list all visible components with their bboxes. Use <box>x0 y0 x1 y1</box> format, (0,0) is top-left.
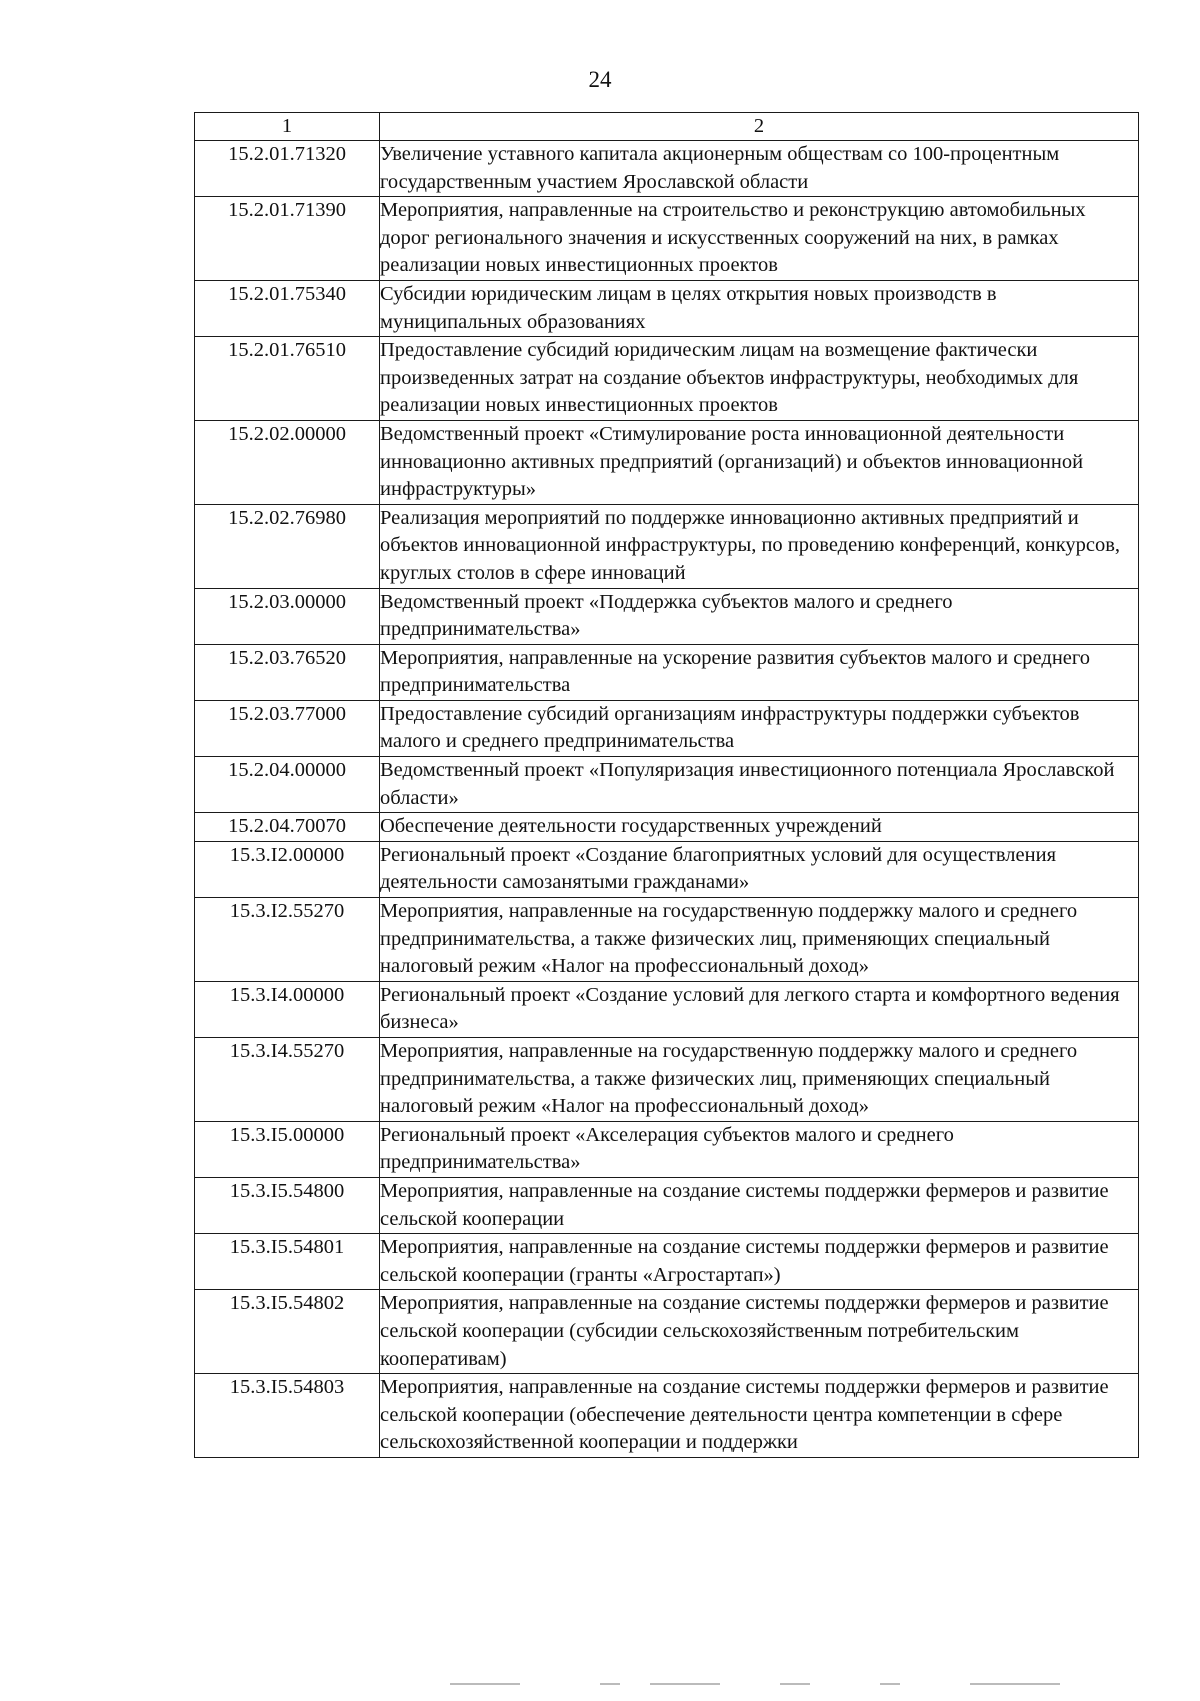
row-code: 15.2.01.76510 <box>195 337 380 421</box>
row-name: Мероприятия, направленные на создание системы поддержки фермеров и развитие сельской кооперации (гранты «Агростартап») <box>380 1234 1139 1290</box>
table-row <box>195 1234 1139 1290</box>
row-code: 15.3.I2.55270 <box>195 898 380 982</box>
column-header-name: 2 <box>380 113 1139 141</box>
row-code: 15.2.01.71320 <box>195 141 380 197</box>
table-row <box>195 757 1139 813</box>
table-row <box>195 337 1139 421</box>
table-row <box>195 700 1139 756</box>
row-code: 15.3.I4.00000 <box>195 981 380 1037</box>
row-name: Региональный проект «Создание условий для легкого старта и комфортного ведения бизнеса» <box>380 981 1139 1037</box>
scan-edge-artifact <box>450 1683 1130 1687</box>
row-code: 15.3.I5.54801 <box>195 1234 380 1290</box>
table-row <box>195 1374 1139 1458</box>
row-code: 15.2.04.70070 <box>195 813 380 842</box>
row-code: 15.2.03.76520 <box>195 644 380 700</box>
row-code: 15.3.I5.54802 <box>195 1290 380 1374</box>
row-code: 15.2.02.00000 <box>195 420 380 504</box>
row-code: 15.2.04.00000 <box>195 757 380 813</box>
row-code: 15.2.01.75340 <box>195 280 380 336</box>
table-header-row <box>195 113 1139 141</box>
table-row <box>195 813 1139 842</box>
table-row <box>195 504 1139 588</box>
row-name: Ведомственный проект «Поддержка субъектов малого и среднего предпринимательства» <box>380 588 1139 644</box>
row-name: Увеличение уставного капитала акционерным обществам со 100-процентным государственным участием Ярославской области <box>380 141 1139 197</box>
page-number: 24 <box>588 67 612 92</box>
row-name: Мероприятия, направленные на создание системы поддержки фермеров и развитие сельской кооперации (субсидии сельскохозяйственным потребительским кооперативам) <box>380 1290 1139 1374</box>
row-name: Ведомственный проект «Стимулирование роста инновационной деятельности инновационно активных предприятий (организаций) и объектов инновационной инфраструктуры» <box>380 420 1139 504</box>
row-name: Реализация мероприятий по поддержке инновационно активных предприятий и объектов инновационной инфраструктуры, по проведению конференций, конкурсов, круглых столов в сфере инноваций <box>380 504 1139 588</box>
table-row <box>195 1038 1139 1122</box>
table-row <box>195 898 1139 982</box>
row-name: Региональный проект «Акселерация субъектов малого и среднего предпринимательства» <box>380 1121 1139 1177</box>
row-code: 15.2.01.71390 <box>195 197 380 281</box>
table-row <box>195 280 1139 336</box>
table-row <box>195 981 1139 1037</box>
row-code: 15.3.I4.55270 <box>195 1038 380 1122</box>
table-row <box>195 588 1139 644</box>
row-code: 15.2.03.00000 <box>195 588 380 644</box>
row-code: 15.3.I5.00000 <box>195 1121 380 1177</box>
table-row <box>195 197 1139 281</box>
table-row <box>195 420 1139 504</box>
row-name: Мероприятия, направленные на ускорение развития субъектов малого и среднего предпринимательства <box>380 644 1139 700</box>
row-name: Обеспечение деятельности государственных учреждений <box>380 813 1139 842</box>
row-name: Мероприятия, направленные на создание системы поддержки фермеров и развитие сельской кооперации (обеспечение деятельности центра компетенции в сфере сельскохозяйственной кооперации и поддержки <box>380 1374 1139 1458</box>
row-name: Региональный проект «Создание благоприятных условий для осуществления деятельности самозанятыми гражданами» <box>380 841 1139 897</box>
row-name: Предоставление субсидий юридическим лицам на возмещение фактически произведенных затрат на создание объектов инфраструктуры, необходимых для реализации новых инвестиционных проектов <box>380 337 1139 421</box>
row-code: 15.2.03.77000 <box>195 700 380 756</box>
row-name: Мероприятия, направленные на создание системы поддержки фермеров и развитие сельской кооперации <box>380 1177 1139 1233</box>
table-row <box>195 1121 1139 1177</box>
row-name: Мероприятия, направленные на строительство и реконструкцию автомобильных дорог регионального значения и искусственных сооружений на них, в рамках реализации новых инвестиционных проектов <box>380 197 1139 281</box>
column-header-code: 1 <box>195 113 380 141</box>
table-row <box>195 644 1139 700</box>
row-code: 15.3.I2.00000 <box>195 841 380 897</box>
row-name: Ведомственный проект «Популяризация инвестиционного потенциала Ярославской области» <box>380 757 1139 813</box>
row-name: Предоставление субсидий организациям инфраструктуры поддержки субъектов малого и среднего предпринимательства <box>380 700 1139 756</box>
row-name: Мероприятия, направленные на государственную поддержку малого и среднего предпринимательства, а также физических лиц, применяющих специальный налоговый режим «Налог на профессиональный доход» <box>380 898 1139 982</box>
table-row <box>195 141 1139 197</box>
row-code: 15.2.02.76980 <box>195 504 380 588</box>
row-name: Мероприятия, направленные на государственную поддержку малого и среднего предпринимательства, а также физических лиц, применяющих специальный налоговый режим «Налог на профессиональный доход» <box>380 1038 1139 1122</box>
row-name: Субсидии юридическим лицам в целях открытия новых производств в муниципальных образованиях <box>380 280 1139 336</box>
table-row <box>195 1177 1139 1233</box>
row-code: 15.3.I5.54800 <box>195 1177 380 1233</box>
table-row <box>195 1290 1139 1374</box>
table-row <box>195 841 1139 897</box>
row-code: 15.3.I5.54803 <box>195 1374 380 1458</box>
budget-classification-table <box>194 112 1139 1458</box>
